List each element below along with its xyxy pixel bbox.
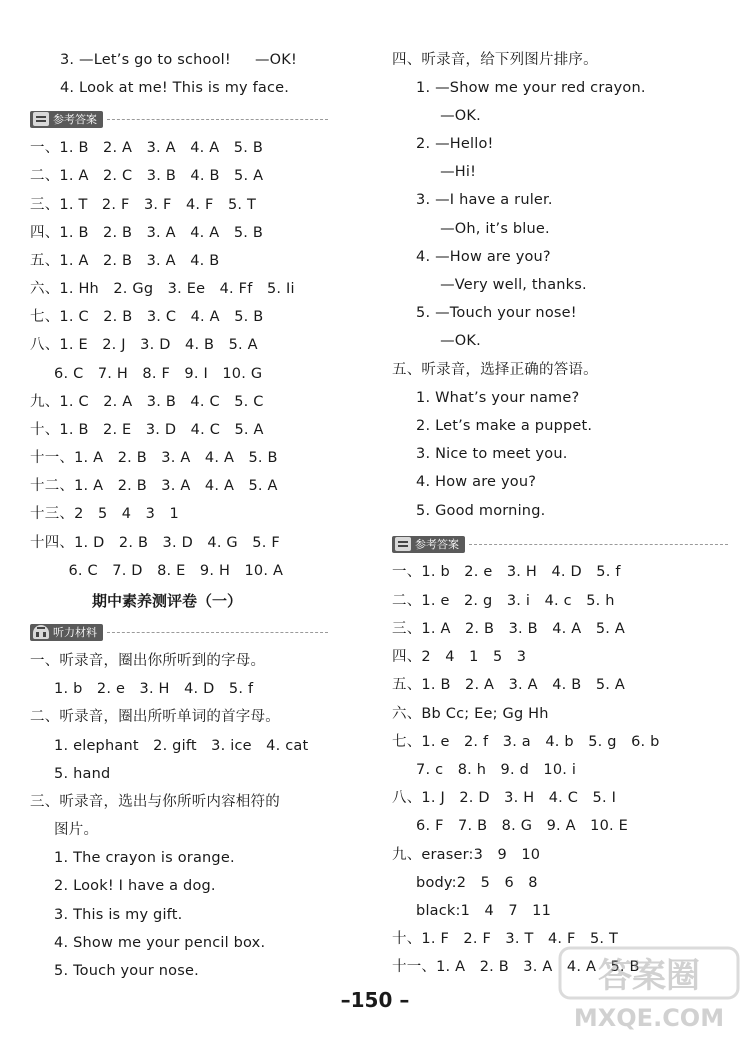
answer-line: 四、1. B 2. B 3. A 4. A 5. B bbox=[30, 225, 264, 241]
right-line: 4. —How are you? bbox=[392, 249, 551, 265]
listening-badge-label: 听力材料 bbox=[53, 626, 97, 639]
answer-section-header-left bbox=[30, 110, 328, 128]
book-icon bbox=[395, 537, 411, 551]
answer-line: 十二、1. A 2. B 3. A 4. A 5. A bbox=[30, 478, 278, 494]
answer-badge-label: 参考答案 bbox=[53, 113, 97, 126]
divider bbox=[107, 632, 328, 633]
listening-line: 5. hand bbox=[30, 766, 111, 782]
answer-line: 十、1. F 2. F 3. T 4. F 5. T bbox=[392, 931, 619, 947]
answer-line: 十、1. B 2. E 3. D 4. C 5. A bbox=[30, 422, 264, 438]
listening-line: 1. b 2. e 3. H 4. D 5. f bbox=[30, 681, 254, 697]
page-number: –150 – bbox=[340, 988, 410, 1012]
right-line: 2. —Hello! bbox=[392, 136, 494, 152]
right-line: 5. Good morning. bbox=[392, 503, 546, 519]
watermark-url: MXQE.COM bbox=[573, 1004, 725, 1032]
divider bbox=[107, 119, 328, 120]
answer-line: 6. C 7. D 8. E 9. H 10. A bbox=[30, 563, 284, 579]
answer-line: 7. c 8. h 9. d 10. i bbox=[392, 762, 577, 778]
answer-line: 五、1. B 2. A 3. A 4. B 5. A bbox=[392, 677, 625, 693]
right-line: —Hi! bbox=[392, 164, 477, 180]
listening-line: 图片。 bbox=[30, 822, 99, 838]
answer-line: 二、1. A 2. C 3. B 4. B 5. A bbox=[30, 168, 264, 184]
listening-line: 二、听录音，圈出所听单词的首字母。 bbox=[30, 709, 280, 725]
answer-line: 九、1. C 2. A 3. B 4. C 5. C bbox=[30, 394, 264, 410]
divider bbox=[469, 544, 728, 545]
answer-line: 6. F 7. B 8. G 9. A 10. E bbox=[392, 818, 629, 834]
listening-line: 4. Show me your pencil box. bbox=[30, 935, 266, 951]
answer-line: 七、1. C 2. B 3. C 4. A 5. B bbox=[30, 309, 264, 325]
answer-line: 八、1. E 2. J 3. D 4. B 5. A bbox=[30, 337, 258, 353]
answer-line: 四、2 4 1 5 3 bbox=[392, 649, 527, 665]
right-line: 五、听录音，选择正确的答语。 bbox=[392, 362, 598, 378]
answer-line: 九、eraser:3 9 10 bbox=[392, 847, 541, 863]
right-line: —OK. bbox=[392, 108, 481, 124]
answer-line: 一、1. b 2. e 3. H 4. D 5. f bbox=[392, 564, 621, 580]
answer-line: 6. C 7. H 8. F 9. I 10. G bbox=[30, 366, 263, 382]
right-line: 3. —I have a ruler. bbox=[392, 192, 553, 208]
answer-line: 六、1. Hh 2. Gg 3. Ee 4. Ff 5. Ii bbox=[30, 281, 295, 297]
answer-line: 二、1. e 2. g 3. i 4. c 5. h bbox=[392, 593, 615, 609]
watermark-title: 答案圈 bbox=[598, 956, 700, 996]
listening-line: 3. This is my gift. bbox=[30, 907, 183, 923]
right-line: 4. How are you? bbox=[392, 474, 537, 490]
listening-line: 1. The crayon is orange. bbox=[30, 850, 235, 866]
left-line-2: 4. Look at me! This is my face. bbox=[60, 80, 290, 96]
answer-badge bbox=[30, 111, 103, 128]
answer-badge-label: 参考答案 bbox=[415, 538, 459, 551]
listening-line: 三、听录音，选出与你所听内容相符的 bbox=[30, 794, 280, 810]
right-line: —OK. bbox=[392, 333, 481, 349]
answer-line: 三、1. A 2. B 3. B 4. A 5. A bbox=[392, 621, 625, 637]
answer-line: 七、1. e 2. f 3. a 4. b 5. g 6. b bbox=[392, 734, 660, 750]
right-line: 四、听录音，给下列图片排序。 bbox=[392, 52, 598, 68]
headphones-icon bbox=[33, 625, 49, 639]
listening-line: 一、听录音，圈出你所听到的字母。 bbox=[30, 653, 266, 669]
answer-line: 八、1. J 2. D 3. H 4. C 5. I bbox=[392, 790, 617, 806]
right-line: —Very well, thanks. bbox=[392, 277, 587, 293]
left-line-1: 3. —Let’s go to school! —OK! bbox=[60, 52, 297, 68]
answer-line: 三、1. T 2. F 3. F 4. F 5. T bbox=[30, 197, 257, 213]
answer-line: 十三、2 5 4 3 1 bbox=[30, 506, 179, 522]
exam-title: 期中素养测评卷（一） bbox=[92, 592, 243, 610]
answer-line: 十一、1. A 2. B 3. A 4. A 5. B bbox=[392, 959, 640, 975]
listening-line: 2. Look! I have a dog. bbox=[30, 878, 216, 894]
answer-line: black:1 4 7 11 bbox=[392, 903, 552, 919]
listening-section-header bbox=[30, 623, 328, 641]
watermark-logo bbox=[556, 944, 742, 1032]
right-line: —Oh, it’s blue. bbox=[392, 221, 550, 237]
right-line: 3. Nice to meet you. bbox=[392, 446, 568, 462]
answer-line: 五、1. A 2. B 3. A 4. B bbox=[30, 253, 220, 269]
right-line: 1. What’s your name? bbox=[392, 390, 580, 406]
answer-section-header-right bbox=[392, 535, 728, 553]
answer-line: 十一、1. A 2. B 3. A 4. A 5. B bbox=[30, 450, 278, 466]
listening-line: 1. elephant 2. gift 3. ice 4. cat bbox=[30, 738, 309, 754]
answer-line: 十四、1. D 2. B 3. D 4. G 5. F bbox=[30, 535, 280, 551]
book-icon bbox=[33, 112, 49, 126]
right-line: 5. —Touch your nose! bbox=[392, 305, 577, 321]
listening-badge bbox=[30, 624, 103, 641]
right-line: 2. Let’s make a puppet. bbox=[392, 418, 593, 434]
answer-badge bbox=[392, 536, 465, 553]
answer-line: body:2 5 6 8 bbox=[392, 875, 538, 891]
right-line: 1. —Show me your red crayon. bbox=[392, 80, 646, 96]
answer-line: 一、1. B 2. A 3. A 4. A 5. B bbox=[30, 140, 263, 156]
listening-line: 5. Touch your nose. bbox=[30, 963, 199, 979]
answer-line: 六、Bb Cc; Ee; Gg Hh bbox=[392, 706, 549, 722]
